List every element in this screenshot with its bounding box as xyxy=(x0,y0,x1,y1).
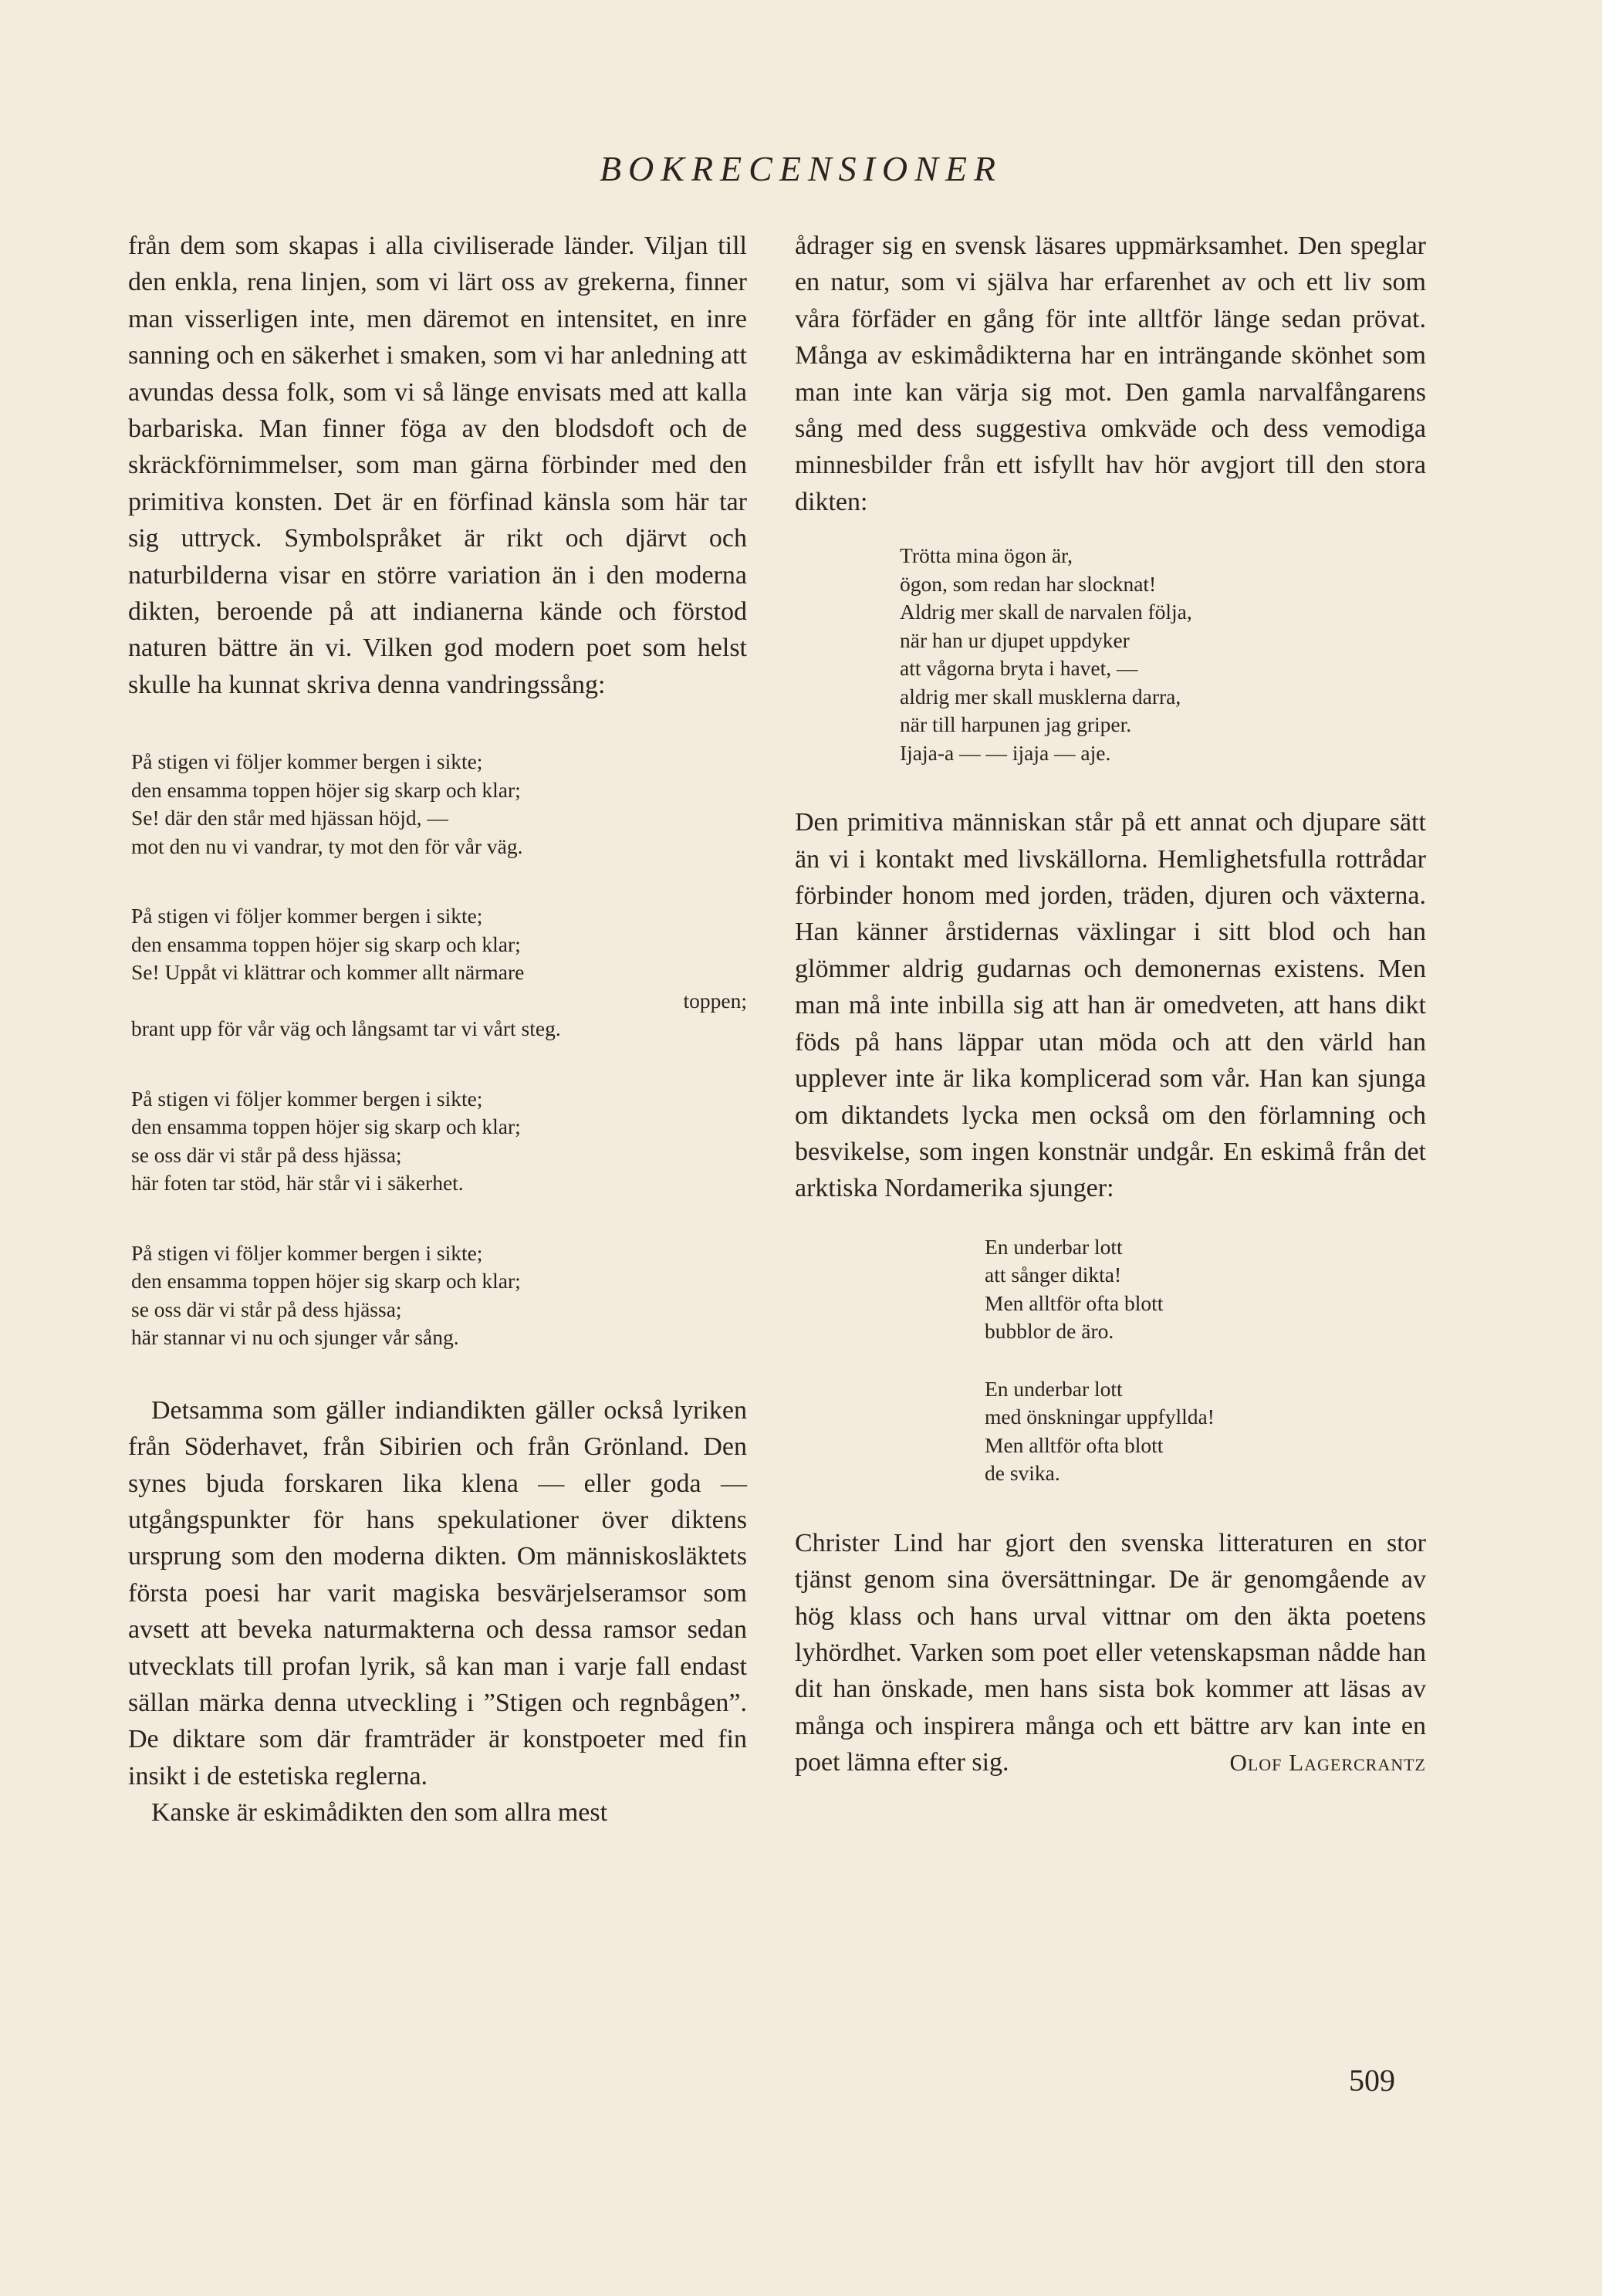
right-paragraph-1: ådrager sig en svensk läsares uppmärksamhet. Den speglar en natur, som vi själva har erfarenhet av och ett liv som våra förfäder en gång för inte alltför länge sedan prövat. Många av eskimådikterna har en inträngande skönhet som man inte kan värja sig mot. Den gamla narvalfångarens sång med dess suggestiva omkväde och dess vemodiga minnesbilder från ett isfyllt hav hör avgjort till den stora dikten: xyxy=(795,232,1426,516)
closing-text: Christer Lind har gjort den svenska litteraturen en stor tjänst genom sina översättningar. De är genomgående av hög klass och hans urval vittnar om den äkta poetens lyhördhet. Varken som poet eller vetenskapsman nådde han dit han önskade, men hans sista bok kommer att läsas av många och inspirera många och ett bättre arv kan inte en poet lämna efter sig. xyxy=(795,1528,1426,1777)
poem-line: att sånger dikta! xyxy=(985,1263,1122,1287)
left-paragraph-1: från dem som skapas i alla civiliserade länder. Viljan till den enkla, rena linjen, som vi lärt oss av grekerna, finner man visserligen inte, men däremot en intensitet, en inre sanning och en säkerhet i smaken, som vi har anledning att avundas dessa folk, som vi så länge envisats med att kalla barbariska. Man finner föga av den blodsdoft och de skräckförnimmelser, som man gärna förbinder med den primitiva konsten. Det är en förfinad känsla som här tar sig uttryck. Symbolspråket är rikt och djärvt och naturbilderna visar en större variation än i den moderna dikten, beroende på att indianerna kände och förstod naturen bättre än vi. Vilken god modern poet som helst skulle ha kunnat skriva denna vandringssång: xyxy=(128,232,747,699)
poem-line: aldrig mer skall musklerna darra, xyxy=(900,684,1181,708)
poem-line: bubblor de äro. xyxy=(985,1319,1114,1344)
poem-line: den ensamma toppen höjer sig skarp och klar; xyxy=(131,777,521,802)
poem-line: ögon, som redan har slocknat! xyxy=(900,571,1157,596)
poem-line: den ensamma toppen höjer sig skarp och klar; xyxy=(131,932,521,956)
poem-line: En underbar lott xyxy=(985,1234,1123,1259)
poem-line: mot den nu vi vandrar, ty mot den för vår väg. xyxy=(131,834,523,858)
poem-line: Se! där den står med hjässan höjd, — xyxy=(131,806,448,830)
poem-line: På stigen vi följer kommer bergen i sikte; xyxy=(131,1240,483,1265)
poem-stanza-2 xyxy=(985,1375,1426,1488)
poem-line: här foten tar stöd, här står vi i säkerhet. xyxy=(131,1171,464,1195)
poem-line: den ensamma toppen höjer sig skarp och klar; xyxy=(131,1114,521,1139)
poem-line: På stigen vi följer kommer bergen i sikte; xyxy=(131,904,483,928)
poem-line: brant upp för vår väg och långsamt tar vi vårt steg. xyxy=(131,1016,561,1041)
poem-line: när han ur djupet uppdyker xyxy=(900,627,1130,652)
left-column xyxy=(128,228,747,1831)
poem-line: de svika. xyxy=(985,1461,1060,1486)
right-column xyxy=(795,228,1426,1781)
poem-stanza-1 xyxy=(131,748,747,861)
poem-line: Trötta mina ögon är, xyxy=(900,543,1073,568)
author-signature: Olof Lagercrantz xyxy=(1229,1749,1426,1777)
poem-line: att vågorna bryta i havet, — xyxy=(900,656,1138,681)
poem-stanza-4 xyxy=(131,1239,747,1352)
poem-line: Men alltför ofta blott xyxy=(985,1290,1164,1315)
poem-line: Aldrig mer skall de narvalen följa, xyxy=(900,600,1192,624)
poem-stanza-2 xyxy=(131,902,747,1043)
narwhal-hunter-poem xyxy=(900,542,1426,767)
wandering-song-poem xyxy=(131,748,747,1352)
right-paragraph-2: Den primitiva människan står på ett annat och djupare sätt än vi i kontakt med livskällorna. Hemlighetsfulla rottrådar förbinder honom med jorden, träden, djuren och växterna. Han känner årstidernas växlingar i sitt blod och han glömmer aldrig gudarnas och demonernas existens. Men man må inte inbilla sig att han är omedveten, att hans dikt föds på hans läppar utan möda och att den värld han upplever inte är lika komplicerad som vår. Han kan sjunga om diktandets lycka men också om den förlamning och besvikelse, som ingen konstnär undgår. En eskimå från det arktiska Nordamerika sjunger: xyxy=(795,808,1426,1203)
poem-line: En underbar lott xyxy=(985,1376,1123,1401)
poem-line: se oss där vi står på dess hjässa; xyxy=(131,1297,402,1321)
running-head: BOKRECENSIONER xyxy=(599,149,1003,188)
poem-stanza-1 xyxy=(985,1233,1426,1346)
poem-line: med önskningar uppfyllda! xyxy=(985,1405,1215,1429)
poem-line: Ijaja-a — — ijaja — aje. xyxy=(900,740,1111,765)
poem-line: se oss där vi står på dess hjässa; xyxy=(131,1142,402,1167)
poem-line: toppen; xyxy=(683,988,747,1013)
poem-line: På stigen vi följer kommer bergen i sikte; xyxy=(131,1086,483,1111)
poem-line: när till harpunen jag griper. xyxy=(900,712,1132,737)
poem-line: Se! Uppåt vi klättrar och kommer allt närmare xyxy=(131,960,525,985)
page-number: 509 xyxy=(1349,2063,1395,2098)
poem-line: Men alltför ofta blott xyxy=(985,1432,1164,1457)
poem-stanza-3 xyxy=(131,1085,747,1198)
left-paragraph-2: Detsamma som gäller indiandikten gäller också lyriken från Söderhavet, från Sibirien och från Grönland. Den synes bjuda forskaren lika klena — eller goda — utgångspunkter för hans spekulationer över diktens ursprung som den moderna dikten. Om människosläktets första poesi har varit magiska besvärjelseramsor som avsett att beveka naturmakterna och dessa ramsor sedan utvecklats till profan lyrik, så kan man i varje fall endast sällan märka denna utveckling i ”Stigen och regnbågen”. De diktare som där framträder är konstpoeter med fin insikt i de estetiska reglerna. xyxy=(128,1395,747,1790)
poem-line: den ensamma toppen höjer sig skarp och klar; xyxy=(131,1269,521,1293)
left-paragraph-3: Kanske är eskimådikten den som allra mest xyxy=(151,1798,608,1828)
poem-line: På stigen vi följer kommer bergen i sikte; xyxy=(131,749,483,774)
poem-line: här stannar vi nu och sjunger vår sång. xyxy=(131,1325,459,1350)
eskimo-song-poem xyxy=(985,1233,1426,1488)
right-paragraph-3 xyxy=(795,1525,1426,1781)
